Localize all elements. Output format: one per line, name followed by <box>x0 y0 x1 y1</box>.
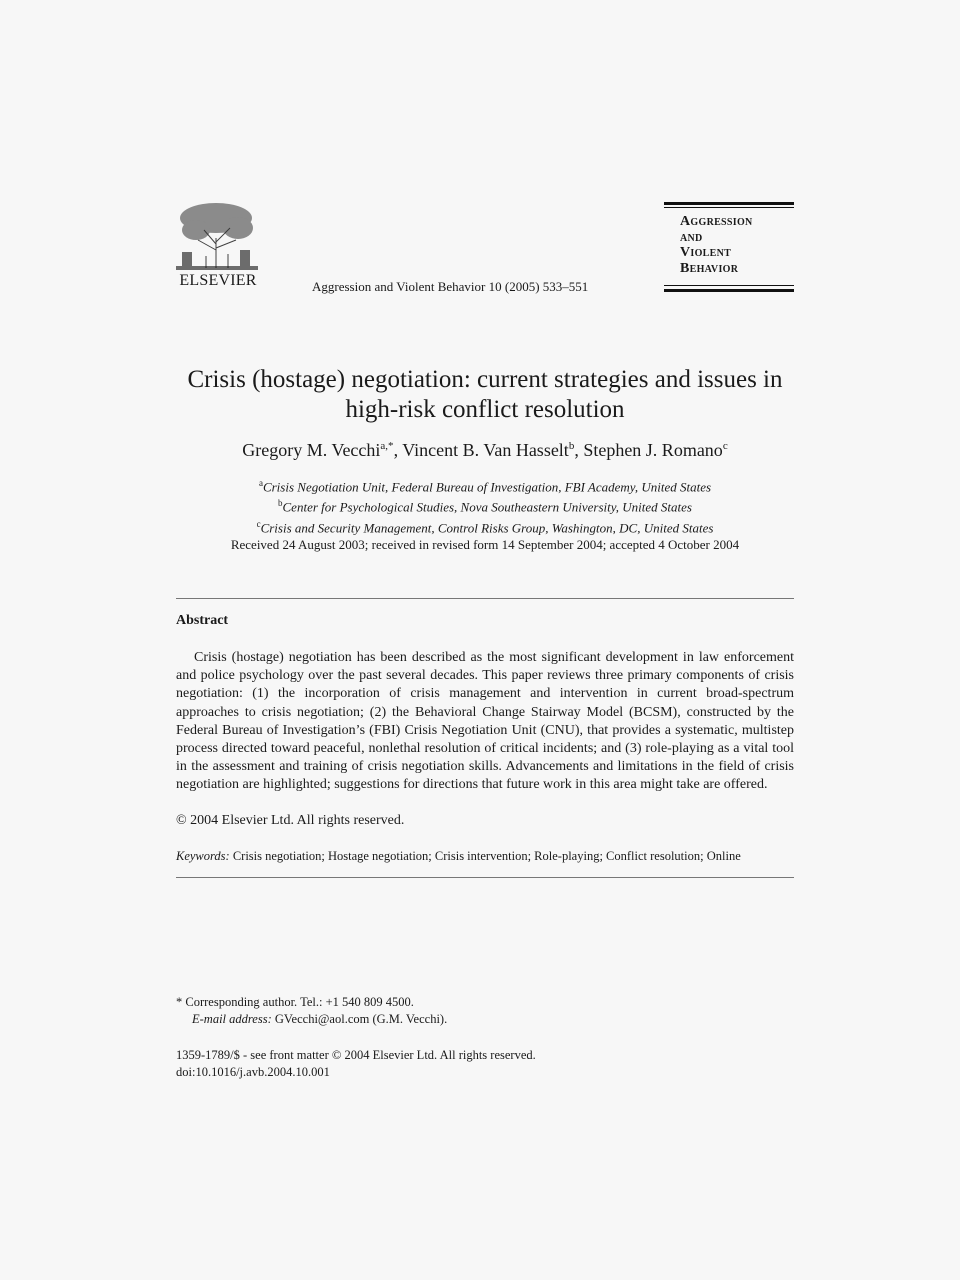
affiliation-mark: b <box>278 498 283 509</box>
author-affiliation-mark: c <box>722 440 728 452</box>
journal-logo-bottom-rule-thin <box>664 285 794 286</box>
author-affiliation-mark: b <box>568 440 575 452</box>
journal-citation: Aggression and Violent Behavior 10 (2005) 533–551 <box>312 279 589 294</box>
author-name: Stephen J. Romano <box>583 440 723 460</box>
affiliation <box>150 475 820 495</box>
affiliation-text: Crisis and Security Management, Control Risks Group, Washington, DC, United States <box>260 519 714 535</box>
footnote-corresponding: * Corresponding author. Tel.: +1 540 809 4500. <box>176 995 414 1009</box>
journal-logo-top-rule <box>664 202 794 205</box>
abstract-copyright: © 2004 Elsevier Ltd. All rights reserved. <box>176 813 405 828</box>
journal-logo-line: Aggression <box>680 214 753 229</box>
affiliation-list <box>150 475 820 536</box>
article-title <box>150 365 820 425</box>
article-history-dates: Received 24 August 2003; received in revised form 14 September 2004; accepted 4 October 2004 <box>230 537 740 552</box>
author-name: Gregory M. Vecchi <box>242 440 381 460</box>
affiliation <box>150 495 820 515</box>
divider <box>176 598 794 599</box>
issn-line: 1359-1789/$ - see front matter © 2004 Elsevier Ltd. All rights reserved. <box>176 1048 536 1062</box>
article-title-line: Crisis (hostage) negotiation: current strategies and issues in <box>187 366 783 393</box>
front-matter <box>176 1047 536 1080</box>
affiliation <box>150 516 820 536</box>
affiliation-mark: c <box>256 518 261 529</box>
email-label: E-mail address: <box>192 1011 272 1026</box>
author-list: Gregory M. Vecchi$^{a,*}$, Vincent B. Van Hasselt$^b$, Stephen J. Romano$^c$ <box>242 440 728 460</box>
article-title-line: high-risk conflict resolution <box>345 396 625 423</box>
affiliation-text: Crisis Negotiation Unit, Federal Bureau of Investigation, FBI Academy, United States <box>262 479 712 495</box>
abstract-heading: Abstract <box>176 613 229 628</box>
affiliation-text: Center for Psychological Studies, Nova Southeastern University, United States <box>282 499 692 515</box>
author-name: Vincent B. Van Hasselt <box>402 440 569 460</box>
author-affiliation-mark: a,* <box>380 440 394 452</box>
corresponding-author-footnote <box>176 994 447 1027</box>
keywords-text: Crisis negotiation; Hostage negotiation; Crisis intervention; Role-playing; Conflict resolution; Online <box>232 849 741 863</box>
elsevier-tree-logo <box>176 200 258 270</box>
journal-logo-bottom-rule <box>664 289 794 292</box>
doi-line: doi:10.1016/j.avb.2004.10.001 <box>176 1064 330 1079</box>
journal-logo-top-rule-thin <box>664 207 794 208</box>
affiliation-mark: a <box>258 478 263 488</box>
journal-logo <box>664 202 794 292</box>
email-value: GVecchi@aol.com (G.M. Vecchi). <box>274 1011 448 1026</box>
keywords <box>176 849 816 864</box>
footnote-email-line <box>176 1011 447 1028</box>
journal-logo-line: and <box>680 229 703 245</box>
journal-logo-title <box>680 214 753 276</box>
divider <box>176 877 794 878</box>
journal-logo-line: Behavior <box>680 260 739 276</box>
journal-logo-line: Violent <box>680 245 732 260</box>
publisher-name: ELSEVIER <box>179 272 257 289</box>
keywords-label: Keywords: <box>176 849 230 863</box>
abstract-body: Crisis (hostage) negotiation has been described as the most significant development in law enforcement and police psychology over the past several decades. This paper reviews three primary components of crisis negotiation: (1) the incorporation of crisis management and intervention in current broad-spectrum approaches to crisis negotiation; (2) the Behavioral Change Stairway Model (BCSM), constructed by the Federal Bureau of Investigation’s (FBI) Crisis Negotiation Unit (CNU), that provides a systematic, multistep process directed toward peaceful, nonlethal resolution of critical incidents; and (3) role-playing as a vital tool in the assessment and training of crisis negotiation skills. Advancements and limitations in the field of crisis negotiation are highlighted; suggestions for directions that future work in this area might take are offered. <box>176 650 794 793</box>
